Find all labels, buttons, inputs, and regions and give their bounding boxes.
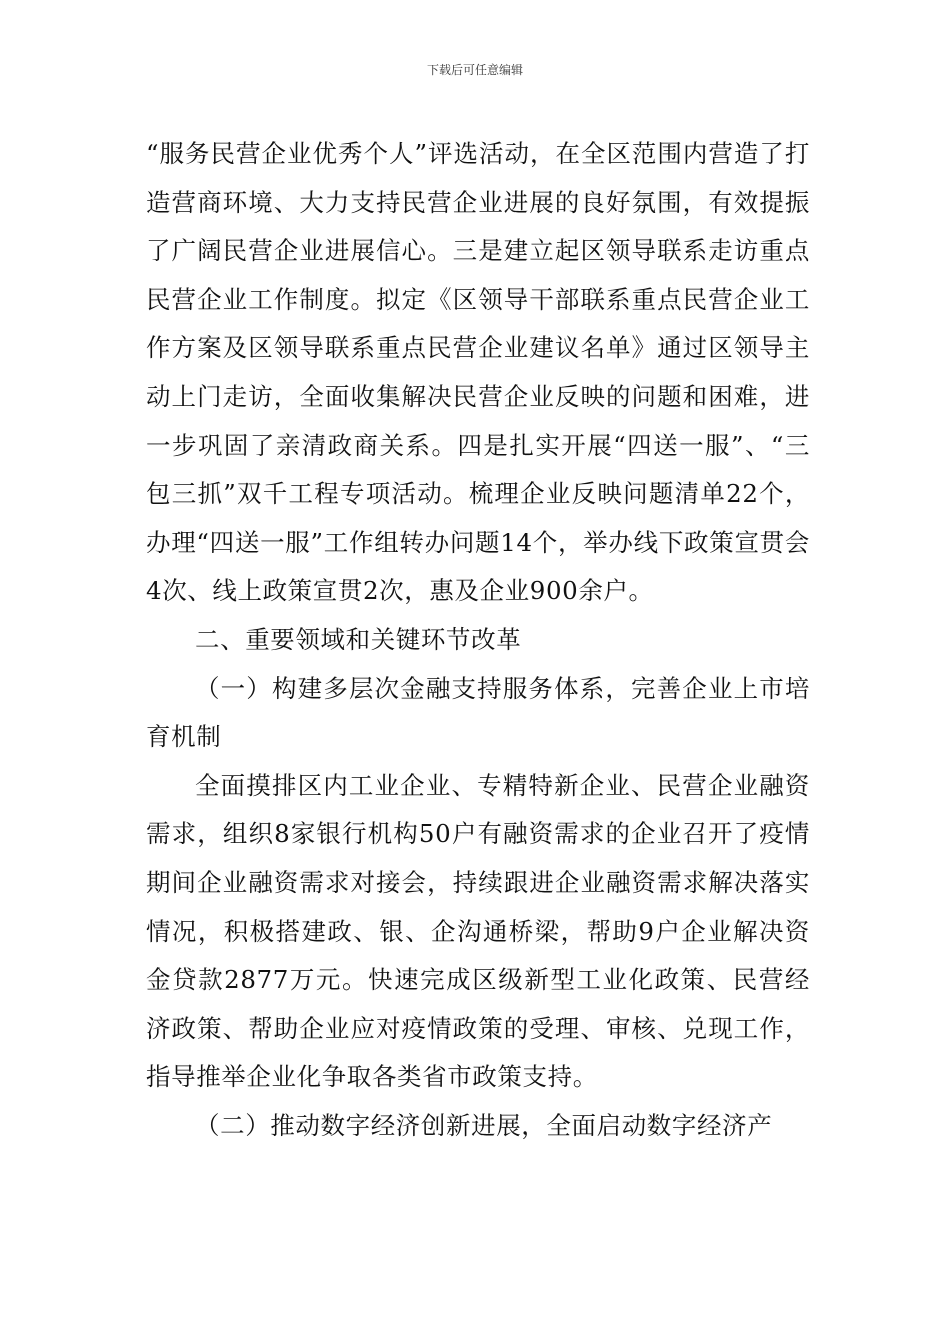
subsection-heading-digital: （二）推动数字经济创新进展，全面启动数字经济产: [195, 1110, 773, 1140]
section-heading: 二、重要领域和关键环节改革: [195, 624, 522, 654]
page-header: 下载后可任意编辑: [426, 63, 523, 77]
document-body: [146, 130, 810, 1150]
subsection-heading: （一）构建多层次金融支持服务体系，完善企业上市培育机制: [146, 673, 810, 752]
paragraph-continuation: “服务民营企业优秀个人”评选活动，在全区范围内营造了打造营商环境、大力支持民营企业进展的良好氛围，有效提振了广阔民营企业进展信心。三是建立起区领导联系走访重点民营企业工作制度。拟定《区领导干部联系重点民营企业工作方案及区领导联系重点民营企业建议名单》通过区领导主动上门走访，全面收集解决民营企业反映的问题和困难，进一步巩固了亲清政商关系。四是扎实开展“四送一服”、“三包三抓”双千工程专项活动。梳理企业反映问题清单22个，办理“四送一服”工作组转办问题14个，举办线下政策宣贯会4次、线上政策宣贯2次，惠及企业900余户。: [146, 139, 810, 606]
paragraph-financing: 全面摸排区内工业企业、专精特新企业、民营企业融资需求，组织8家银行机构50户有融资需求的企业召开了疫情期间企业融资需求对接会，持续跟进企业融资需求解决落实情况，积极搭建政、银、企沟通桥梁，帮助9户企业解决资金贷款2877万元。快速完成区级新型工业化政策、民营经济政策、帮助企业应对疫情政策的受理、审核、兑现工作，指导推举企业化争取各类省市政策支持。: [146, 770, 810, 1092]
